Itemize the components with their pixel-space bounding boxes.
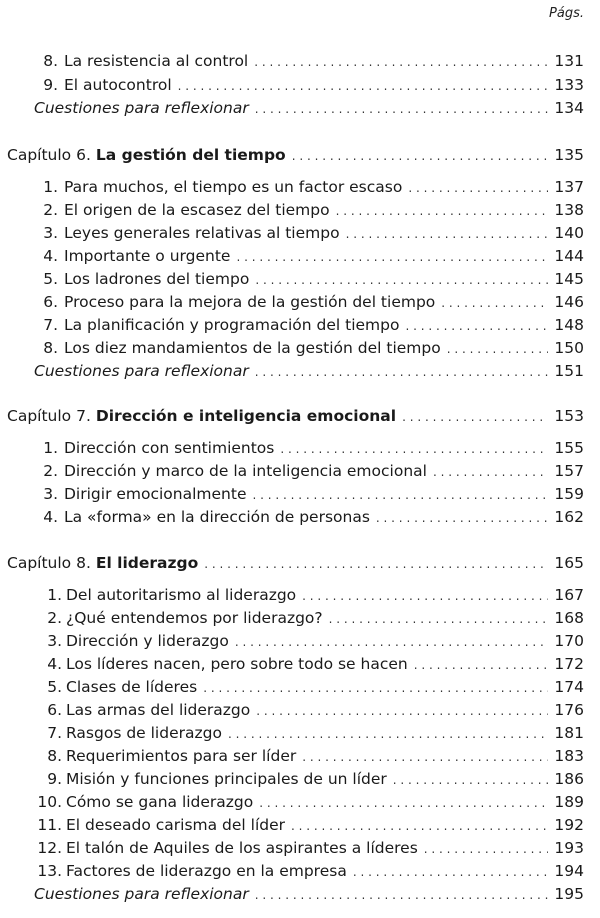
entry-page: 195 <box>554 885 584 903</box>
entry-number: 2. <box>47 609 62 627</box>
toc-entry <box>34 199 584 221</box>
entry-title: Leyes generales relativas al tiempo <box>64 224 340 242</box>
entry-title: Proceso para la mejora de la gestión del tiempo <box>64 293 436 311</box>
leader-dots <box>254 50 548 73</box>
entry-title: La «forma» en la dirección de personas <box>64 508 370 526</box>
entry-number: 1. <box>47 586 62 604</box>
entry-title: Las armas del liderazgo <box>66 701 251 719</box>
entry-page: 138 <box>554 201 584 219</box>
entry-title: ¿Qué entendemos por liderazgo? <box>66 609 323 627</box>
leader-dots <box>292 144 549 167</box>
leader-dots <box>441 291 548 314</box>
entry-title: Cuestiones para reflexionar <box>34 99 249 117</box>
entry-number: 8. <box>43 339 58 357</box>
entry-page: 193 <box>554 839 584 857</box>
toc-entry <box>34 584 584 606</box>
leader-dots <box>376 506 548 529</box>
entry-title: Los diez mandamientos de la gestión del tiempo <box>64 339 441 357</box>
entry-title: Dirección y marco de la inteligencia emocional <box>64 462 427 480</box>
toc-entry <box>34 506 584 528</box>
toc-entry <box>34 291 584 313</box>
chapter-heading <box>7 405 584 427</box>
chapter-title: El liderazgo <box>95 554 199 572</box>
entry-number: 1. <box>43 178 58 196</box>
chapter-page: 153 <box>554 407 584 425</box>
entry-title: Los líderes nacen, pero sobre todo se hacen <box>66 655 408 673</box>
entry-page: 146 <box>554 293 584 311</box>
leader-dots <box>255 268 548 291</box>
chapter-page: 165 <box>554 554 584 572</box>
entry-number: 10. <box>37 793 62 811</box>
chapter-page: 135 <box>554 146 584 164</box>
entry-title: Rasgos de liderazgo <box>66 724 222 742</box>
leader-dots <box>408 176 548 199</box>
entry-page: 172 <box>554 655 584 673</box>
leader-dots <box>204 552 548 575</box>
entry-page: 145 <box>554 270 584 288</box>
entry-title: Cuestiones para reflexionar <box>34 362 249 380</box>
leader-dots <box>203 676 548 699</box>
entry-number: 9. <box>47 770 62 788</box>
leader-dots <box>433 460 548 483</box>
entry-title: El talón de Aquiles de los aspirantes a líderes <box>66 839 418 857</box>
leader-dots <box>302 584 548 607</box>
entry-number: 7. <box>43 316 58 334</box>
entry-page: 148 <box>554 316 584 334</box>
entry-number: 3. <box>43 485 58 503</box>
entry-number: 4. <box>43 508 58 526</box>
leader-dots <box>255 883 549 906</box>
chapter-heading <box>7 144 584 166</box>
leader-dots <box>228 722 548 745</box>
leader-dots <box>329 607 549 630</box>
leader-dots <box>235 630 549 653</box>
entry-page: 174 <box>554 678 584 696</box>
entry-number: 4. <box>43 247 58 265</box>
entry-page: 131 <box>554 52 584 70</box>
entry-page: 133 <box>554 76 584 94</box>
toc-entry <box>34 745 584 767</box>
leader-dots <box>336 199 549 222</box>
entry-number: 7. <box>47 724 62 742</box>
entry-number: 12. <box>37 839 62 857</box>
entry-title: El autocontrol <box>64 76 172 94</box>
leader-dots <box>353 860 549 883</box>
toc-entry <box>34 860 584 882</box>
leader-dots <box>178 74 549 97</box>
entry-number: 3. <box>47 632 62 650</box>
entry-title: Cómo se gana liderazgo <box>66 793 254 811</box>
entry-number: 5. <box>47 678 62 696</box>
entry-title: Requerimientos para ser líder <box>66 747 297 765</box>
entry-title: El origen de la escasez del tiempo <box>64 201 330 219</box>
toc-entry <box>34 814 584 836</box>
entry-number: 4. <box>47 655 62 673</box>
entry-title: Para muchos, el tiempo es un factor escaso <box>64 178 403 196</box>
toc-entry <box>34 722 584 744</box>
entry-page: 150 <box>554 339 584 357</box>
entry-page: 183 <box>554 747 584 765</box>
toc-entry <box>34 768 584 790</box>
toc-entry <box>34 337 584 359</box>
leader-dots <box>280 437 548 460</box>
chapter-prefix: Capítulo 8. <box>7 554 91 572</box>
toc-entry <box>34 268 584 290</box>
entry-page: 170 <box>554 632 584 650</box>
toc-entry <box>34 837 584 859</box>
leader-dots <box>402 405 548 428</box>
toc-entry <box>34 791 584 813</box>
chapter-title: Dirección e inteligencia emocional <box>95 407 397 425</box>
leader-dots <box>256 699 548 722</box>
toc-entry <box>34 483 584 505</box>
entry-number: 2. <box>43 201 58 219</box>
chapter-title: La gestión del tiempo <box>95 146 286 164</box>
toc-entry <box>34 460 584 482</box>
chapter-prefix: Capítulo 6. <box>7 146 91 164</box>
toc-entry <box>34 653 584 675</box>
entry-page: 168 <box>554 609 584 627</box>
entry-number: 2. <box>43 462 58 480</box>
pags-header: Págs. <box>549 6 584 21</box>
entry-title: Importante o urgente <box>64 247 231 265</box>
toc-entry <box>34 630 584 652</box>
entry-page: 192 <box>554 816 584 834</box>
entry-title: Factores de liderazgo en la empresa <box>66 862 347 880</box>
toc-entry <box>34 245 584 267</box>
entry-page: 134 <box>554 99 584 117</box>
toc-entry <box>34 314 584 336</box>
entry-page: 167 <box>554 586 584 604</box>
entry-number: 11. <box>37 816 62 834</box>
toc-entry-reflection <box>34 97 584 119</box>
entry-number: 8. <box>47 747 62 765</box>
entry-title: El deseado carisma del líder <box>66 816 286 834</box>
entry-title: Cuestiones para reflexionar <box>34 885 249 903</box>
leader-dots <box>424 837 549 860</box>
leader-dots <box>255 360 549 383</box>
leader-dots <box>236 245 548 268</box>
entry-page: 176 <box>554 701 584 719</box>
entry-page: 137 <box>554 178 584 196</box>
entry-title: Dirección y liderazgo <box>66 632 229 650</box>
leader-dots <box>447 337 549 360</box>
entry-page: 140 <box>554 224 584 242</box>
toc-entry <box>34 176 584 198</box>
chapter-heading <box>7 552 584 574</box>
entry-number: 3. <box>43 224 58 242</box>
toc-entry <box>34 607 584 629</box>
entry-page: 151 <box>554 362 584 380</box>
entry-title: La planificación y programación del tiempo <box>64 316 400 334</box>
toc-entry <box>34 676 584 698</box>
entry-page: 186 <box>554 770 584 788</box>
entry-page: 144 <box>554 247 584 265</box>
leader-dots <box>405 314 548 337</box>
toc-entry <box>34 437 584 459</box>
toc-entry-reflection <box>34 360 584 382</box>
entry-page: 189 <box>554 793 584 811</box>
entry-number: 5. <box>43 270 58 288</box>
entry-page: 181 <box>554 724 584 742</box>
entry-number: 8. <box>43 52 58 70</box>
entry-title: Del autoritarismo al liderazgo <box>66 586 297 604</box>
leader-dots <box>255 97 549 120</box>
entry-number: 13. <box>37 862 62 880</box>
toc-entry-reflection <box>34 883 584 905</box>
entry-number: 1. <box>43 439 58 457</box>
entry-page: 159 <box>554 485 584 503</box>
leader-dots <box>393 768 549 791</box>
leader-dots <box>414 653 549 676</box>
entry-title: La resistencia al control <box>64 52 249 70</box>
entry-number: 9. <box>43 76 58 94</box>
leader-dots <box>302 745 548 768</box>
entry-title: Misión y funciones principales de un líder <box>66 770 387 788</box>
leader-dots <box>259 791 548 814</box>
entry-page: 157 <box>554 462 584 480</box>
entry-page: 194 <box>554 862 584 880</box>
chapter-prefix: Capítulo 7. <box>7 407 91 425</box>
entry-title: Dirigir emocionalmente <box>64 485 247 503</box>
leader-dots <box>346 222 549 245</box>
entry-number: 6. <box>43 293 58 311</box>
entry-page: 162 <box>554 508 584 526</box>
entry-title: Dirección con sentimientos <box>64 439 275 457</box>
entry-page: 155 <box>554 439 584 457</box>
toc-entry <box>34 699 584 721</box>
leader-dots <box>253 483 549 506</box>
leader-dots <box>291 814 548 837</box>
toc-entry <box>34 74 584 96</box>
entry-title: Clases de líderes <box>66 678 198 696</box>
toc-entry <box>34 222 584 244</box>
entry-title: Los ladrones del tiempo <box>64 270 250 288</box>
toc-entry <box>34 50 584 72</box>
entry-number: 6. <box>47 701 62 719</box>
